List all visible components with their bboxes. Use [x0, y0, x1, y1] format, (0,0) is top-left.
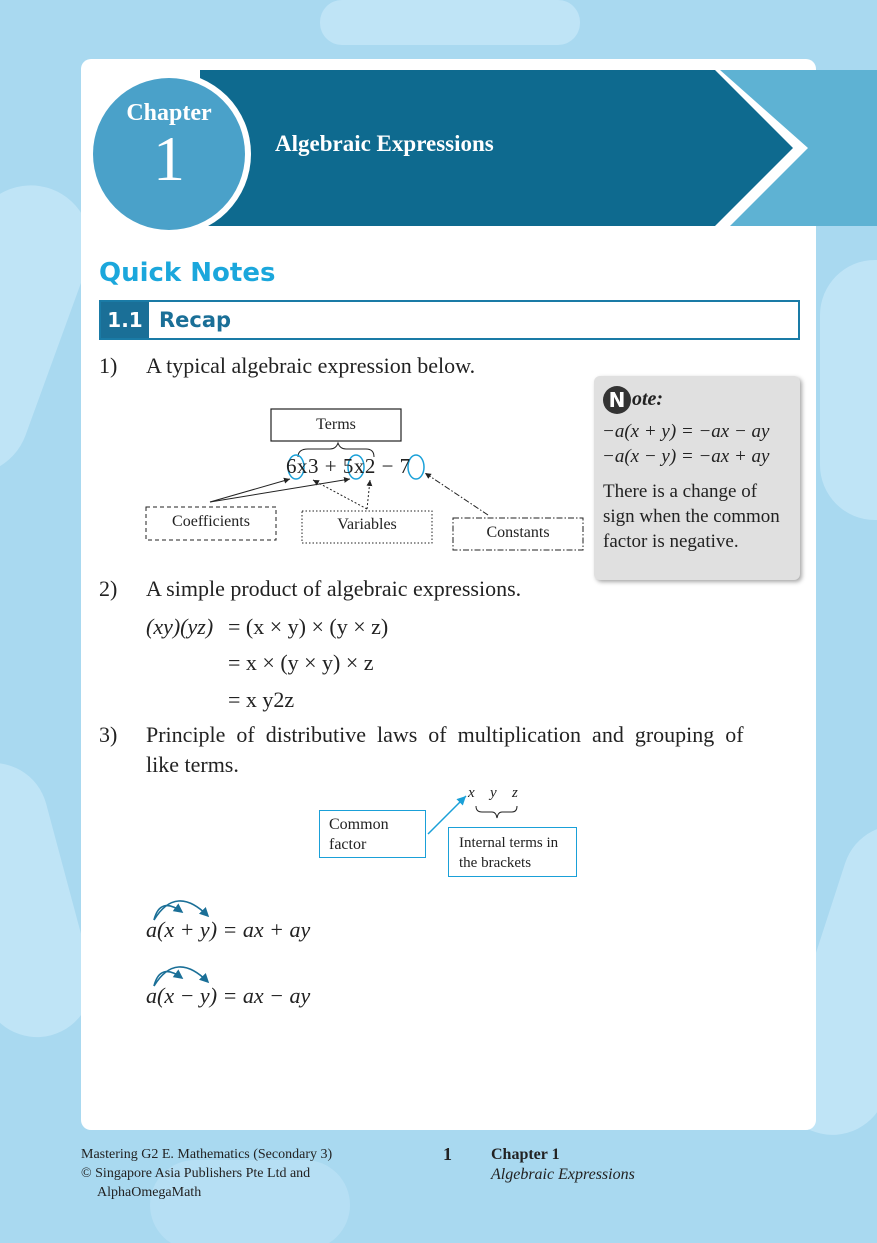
footer-line-2: © Singapore Asia Publishers Pte Ltd and [81, 1166, 311, 1181]
var-x: x [468, 785, 475, 801]
distributive-eq-1: a(x + y) = ax + ay [146, 917, 311, 942]
item-1-number: 1) [99, 353, 118, 378]
internal-terms-box: Internal terms in the brackets [448, 827, 577, 877]
product-line-3: = x y2z [228, 687, 295, 712]
item-3-text-line-1: Principle of distributive laws of multiplication and grouping of [146, 722, 744, 747]
footer-chapter-label: Chapter 1 [491, 1146, 560, 1163]
item-3-number: 3) [99, 722, 118, 747]
terms-label: Terms [316, 416, 356, 433]
item-2-text: A simple product of algebraic expressions. [146, 576, 522, 601]
var-z: z [512, 785, 518, 801]
note-initial-icon: N [603, 386, 631, 414]
footer-line-1: Mastering G2 E. Mathematics (Secondary 3) [81, 1147, 333, 1162]
product-line-2: = x × (y × y) × z [228, 650, 374, 675]
footer-chapter-title: Algebraic Expressions [491, 1166, 635, 1183]
distributive-eq-2: a(x − y) = ax − ay [146, 983, 311, 1008]
section-header [99, 300, 800, 340]
footer-chapter [491, 1145, 635, 1185]
chapter-number: 1 [153, 123, 185, 194]
arrow-constant [425, 473, 488, 515]
arrow-coef-2 [210, 479, 350, 502]
quick-notes-title: Quick Notes [99, 258, 276, 288]
chapter-word: Chapter [126, 100, 212, 126]
internal-terms-brace [476, 806, 517, 818]
item-1-text: A typical algebraic expression below. [146, 353, 476, 378]
common-factor-box: Common factor [319, 810, 426, 858]
arrow-var-2 [367, 480, 370, 509]
note-box [594, 376, 800, 580]
note-eq-2: −a(x − y) = −ax + ay [602, 446, 770, 467]
coefficients-label: Coefficients [172, 513, 250, 530]
constants-label: Constants [486, 524, 550, 541]
note-body: There is a change of sign when the common factor is negative. [603, 481, 780, 552]
arrow-var-1 [313, 480, 367, 509]
chapter-title: Algebraic Expressions [275, 131, 494, 156]
variables-label: Variables [337, 516, 397, 533]
var-y: y [490, 785, 497, 801]
section-number: 1.1 [101, 302, 149, 338]
section-name: Recap [159, 308, 232, 332]
item-2-number: 2) [99, 576, 118, 601]
footer-line-3: AlphaOmegaMath [97, 1185, 202, 1200]
page-number: 1 [443, 1144, 452, 1164]
note-title: ote: [632, 388, 664, 410]
footer-publisher [81, 1145, 332, 1202]
note-eq-1: −a(x + y) = −ax − ay [602, 421, 770, 442]
chapter-badge [93, 78, 245, 230]
product-line-1: = (x × y) × (y × z) [228, 614, 389, 639]
typical-expression: 6x3 + 5x2 − 7 [286, 454, 411, 478]
item-3-text-line-2: like terms. [146, 752, 239, 777]
product-lhs: (xy)(yz) [146, 614, 214, 639]
